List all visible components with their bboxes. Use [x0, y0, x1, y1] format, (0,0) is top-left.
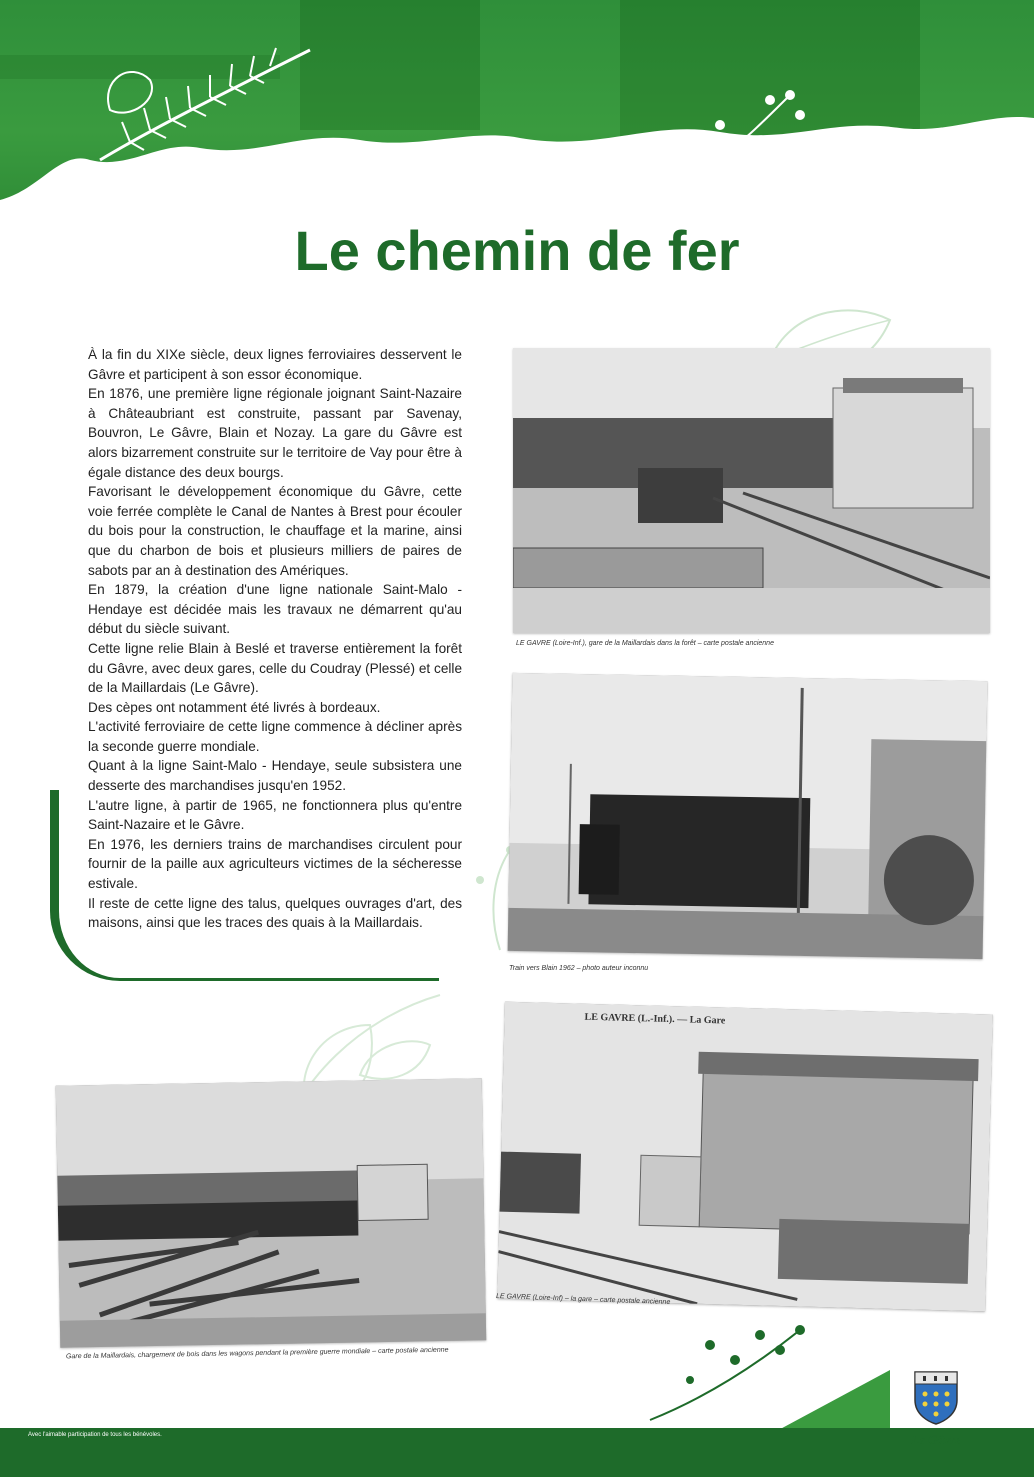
- branch-icon: [700, 85, 810, 175]
- paragraph: Des cèpes ont notamment été livrés à bordeaux.: [88, 699, 381, 715]
- paragraph: Cette ligne relie Blain à Beslé et traverse entièrement la forêt du Gâvre, avec deux gares, celle du Coudray (Plessé) et celle de la Maillardais (Le Gâvre).: [88, 640, 462, 696]
- header-banner: [0, 0, 1034, 220]
- photo-train-blain: [508, 673, 988, 959]
- caption-photo4: LE GAVRE (Loire-Inf) – la gare – carte postale ancienne: [495, 1292, 671, 1307]
- paragraph: En 1876, une première ligne régionale joignant Saint-Nazaire à Châteaubriant est construite, passant par Savenay, Bouvron, Le Gâvre, Blain et Nozay. La gare du Gâvre est alors bizarrement construite sur le territoire de Vay pour être à égale distance des deux bourgs.: [88, 386, 462, 480]
- photo-illustration: [497, 1002, 993, 1312]
- paragraph: À la fin du XIXe siècle, deux lignes ferroviaires desservent le Gâvre et participent à son essor économique.: [88, 347, 462, 382]
- photo-maillardais-station: [513, 348, 990, 633]
- footer-note: Avec l'aimable participation de tous les bénévoles.: [28, 1432, 162, 1438]
- coat-of-arms-icon: [913, 1370, 959, 1426]
- photo-wood-loading: [56, 1078, 487, 1347]
- fern-icon: [90, 40, 330, 180]
- paragraph: En 1976, les derniers trains de marchandises circulent pour fournir de la paille aux agriculteurs victimes de la sécheresse estivale.: [88, 836, 462, 892]
- caption-photo2: Train vers Blain 1962 – photo auteur inconnu: [509, 965, 649, 972]
- crest-label: Le Gâvre: [911, 1432, 961, 1447]
- photo4-printed-title: LE GAVRE (L.-Inf.). — La Gare: [584, 1011, 726, 1027]
- caption-photo1: LE GAVRE (Loire-Inf.), gare de la Maillardais dans la forêt – carte postale ancienne: [516, 640, 774, 647]
- photo-illustration: [508, 673, 988, 959]
- paragraph: L'activité ferroviaire de cette ligne commence à décliner après la seconde guerre mondiale.: [88, 719, 462, 754]
- paragraph: Quant à la ligne Saint-Malo - Hendaye, seule subsistera une desserte des marchandises jusqu'en 1952.: [88, 758, 462, 794]
- text-bracket-decoration: [50, 790, 439, 981]
- photo-illustration: [513, 348, 990, 633]
- paragraph: Il reste de cette ligne des talus, quelques ouvrages d'art, des maisons, ainsi que les traces des quais à la Maillardais.: [88, 895, 462, 931]
- photo-le-gavre-station: [497, 1002, 993, 1312]
- paragraph: En 1879, la création d'une ligne nationale Saint-Malo - Hendaye est décidée mais les travaux ne démarrent qu'au début du siècle suivant.: [88, 582, 462, 637]
- page-title: Le chemin de fer: [294, 219, 740, 282]
- photo-illustration: [56, 1078, 487, 1347]
- caption-photo3: Gare de la Maillardais, chargement de bois dans les wagons pendant la première guerre mondiale – carte postale ancienne: [65, 1346, 449, 1361]
- paragraph: L'autre ligne, à partir de 1965, ne fonctionnera plus qu'entre Saint-Nazaire et le Gâvre.: [88, 797, 462, 833]
- paragraph: Favorisant le développement économique du Gâvre, cette voie ferrée complète le Canal de Nantes à Brest pour écouler du bois pour la construction, le chauffage et la marine, ainsi que du charbon de bois et plusieurs milliers de paires de sabots par an à destination des Amériques.: [88, 484, 462, 578]
